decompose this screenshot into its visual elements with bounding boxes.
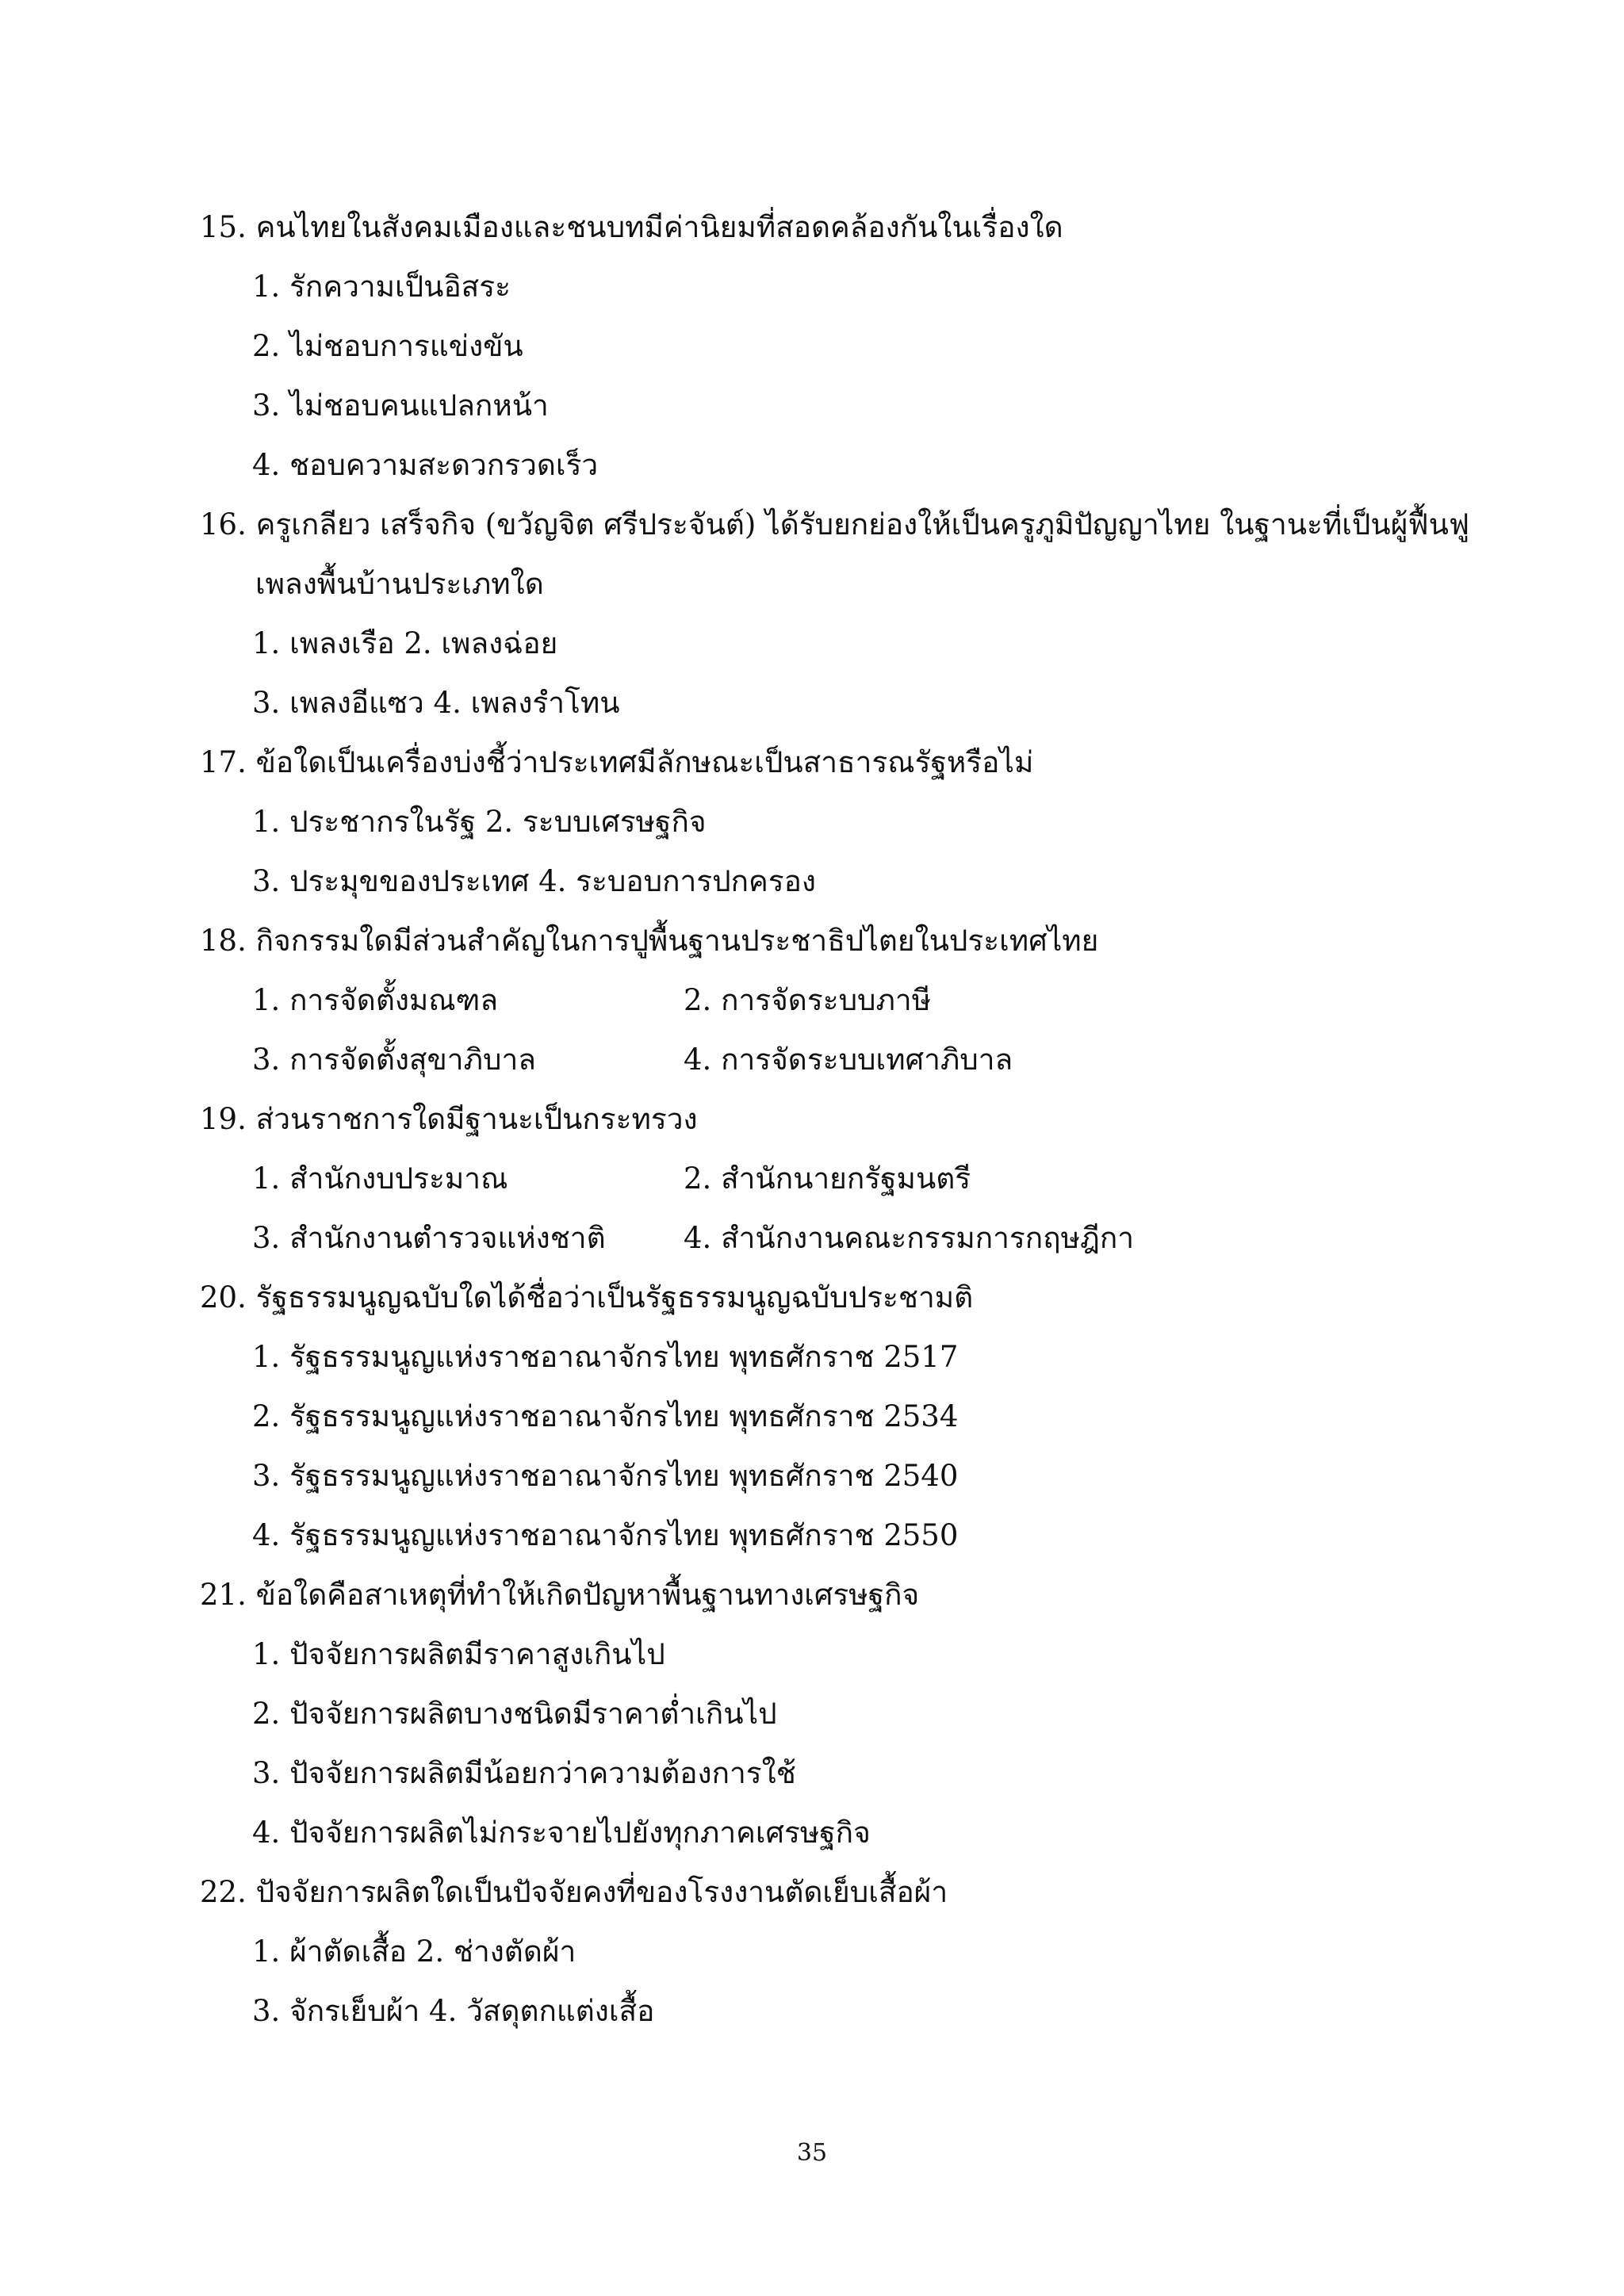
choice: 3. รัฐธรรมนูญแห่งราชอาณาจักรไทย พุทธศักราช 2540: [252, 1459, 959, 1493]
choice: 4. ปัจจัยการผลิตไม่กระจายไปยังทุกภาคเศรษฐกิจ: [252, 1816, 871, 1850]
choice: 3. ปัจจัยการผลิตมีน้อยกว่าความต้องการใช้: [252, 1756, 796, 1790]
question-number: 21.: [200, 1578, 247, 1612]
question-text: คนไทยในสังคมเมืองและชนบทมีค่านิยมที่สอดคล้องกันในเรื่องใด: [255, 210, 1063, 244]
question-number: 17.: [200, 745, 247, 779]
choice: 3. สำนักงานตำรวจแห่งชาติ: [252, 1221, 606, 1255]
question-15: [200, 208, 1063, 247]
choice: 2. สำนักนายกรัฐมนตรี: [684, 1161, 971, 1196]
question-text: รัฐธรรมนูญฉบับใดได้ชื่อว่าเป็นรัฐธรรมนูญฉบับประชามติ: [255, 1280, 974, 1314]
question-text: ข้อใดเป็นเครื่องบ่งชี้ว่าประเทศมีลักษณะเป็นสาธารณรัฐหรือไม่: [255, 745, 1034, 779]
question-number: 16.: [200, 507, 247, 541]
question-text: ครูเกลียว เสร็จกิจ (ขวัญจิต ศรีประจันต์) ได้รับยกย่องให้เป็นครูภูมิปัญญาไทย ในฐานะที่เป็นผู้ฟื้นฟู: [255, 507, 1470, 541]
question-text: ปัจจัยการผลิตใดเป็นปัจจัยคงที่ของโรงงานตัดเย็บเสื้อผ้า: [255, 1875, 948, 1909]
question-20: [200, 1278, 973, 1318]
choice: 3. ไม่ชอบคนแปลกหน้า: [252, 388, 549, 423]
choice: 3. เพลงอีแซว 4. เพลงรำโทน: [252, 686, 620, 720]
choice: 1. ประชากรในรัฐ 2. ระบบเศรษฐกิจ: [252, 805, 707, 839]
choice: 2. รัฐธรรมนูญแห่งราชอาณาจักรไทย พุทธศักราช 2534: [252, 1399, 959, 1433]
question-18: [200, 921, 1098, 961]
question-number: 18.: [200, 924, 247, 958]
question-text-continued: เพลงพื้นบ้านประเภทใด: [255, 567, 544, 601]
question-19: [200, 1100, 698, 1139]
question-22: [200, 1873, 948, 1912]
choice: 3. ประมุขของประเทศ 4. ระบอบการปกครอง: [252, 864, 816, 898]
choice: 1. ผ้าตัดเสื้อ 2. ช่างตัดผ้า: [252, 1934, 576, 1969]
choice: 1. เพลงเรือ 2. เพลงฉ่อย: [252, 626, 558, 660]
choice: 2. การจัดระบบภาษี: [684, 983, 932, 1017]
question-number: 19.: [200, 1102, 247, 1136]
choice: 2. ไม่ชอบการแข่งขัน: [252, 329, 523, 363]
question-number: 20.: [200, 1280, 247, 1314]
choice: 1. รัฐธรรมนูญแห่งราชอาณาจักรไทย พุทธศักราช 2517: [252, 1340, 959, 1374]
choice: 4. การจัดระบบเทศาภิบาล: [684, 1043, 1013, 1077]
question-number: 15.: [200, 210, 247, 244]
choice: 1. สำนักงบประมาณ: [252, 1161, 508, 1196]
question-number: 22.: [200, 1875, 247, 1909]
question-text: ส่วนราชการใดมีฐานะเป็นกระทรวง: [255, 1102, 698, 1136]
choice: 1. ปัจจัยการผลิตมีราคาสูงเกินไป: [252, 1637, 665, 1671]
choice: 4. รัฐธรรมนูญแห่งราชอาณาจักรไทย พุทธศักราช 2550: [252, 1518, 959, 1552]
choice: 1. การจัดตั้งมณฑล: [252, 983, 499, 1017]
choice: 4. สำนักงานคณะกรรมการกฤษฎีกา: [684, 1221, 1135, 1255]
question-21: [200, 1575, 919, 1615]
question-16: [200, 505, 1469, 545]
question-text: ข้อใดคือสาเหตุที่ทำให้เกิดปัญหาพื้นฐานทางเศรษฐกิจ: [255, 1578, 920, 1612]
choice: 4. ชอบความสะดวกรวดเร็ว: [252, 448, 599, 482]
page-number: 35: [796, 2139, 828, 2167]
choice: 3. จักรเย็บผ้า 4. วัสดุตกแต่งเสื้อ: [252, 1994, 655, 2028]
choice: 2. ปัจจัยการผลิตบางชนิดมีราคาต่ำเกินไป: [252, 1697, 777, 1731]
question-17: [200, 743, 1033, 783]
choice: 3. การจัดตั้งสุขาภิบาล: [252, 1043, 536, 1077]
question-text: กิจกรรมใดมีส่วนสำคัญในการปูพื้นฐานประชาธิปไตยในประเทศไทย: [255, 924, 1099, 958]
choice: 1. รักความเป็นอิสระ: [252, 270, 511, 304]
